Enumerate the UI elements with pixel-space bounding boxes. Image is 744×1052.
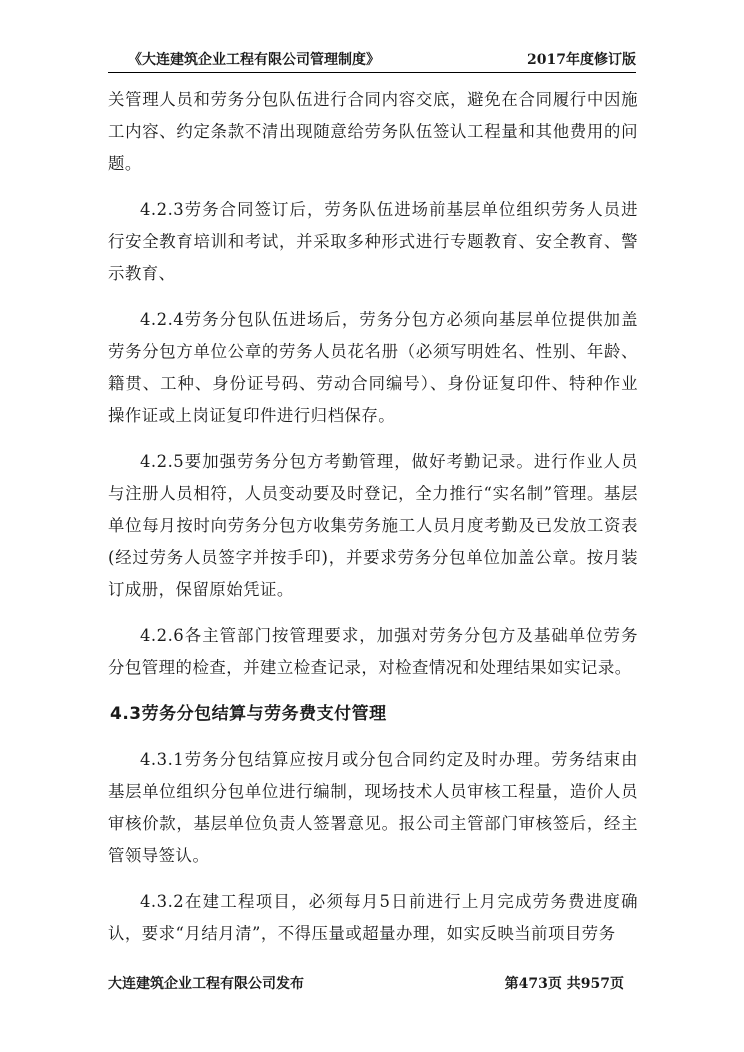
document-title: 《大连建筑企业工程有限公司管理制度》 bbox=[128, 52, 380, 68]
section-heading-4-3: 4.3劳务分包结算与劳务费支付管理 bbox=[110, 704, 387, 724]
paragraph-4-2-4: 4.2.4劳务分包队伍进场后，劳务分包方必须向基层单位提供加盖劳务分包方单位公章的劳务人员花名册（必须写明姓名、性别、年龄、籍贯、工种、身份证号码、劳动合同编号）、身份证复印件、特种作业操作证或上岗证复印件进行归档保存。 bbox=[108, 310, 638, 425]
paragraph-4-3-2: 4.3.2在建工程项目，必须每月5日前进行上月完成劳务费进度确认，要求“月结月清”，不得压量或超量办理，如实反映当前项目劳务 bbox=[108, 892, 638, 943]
paragraph-4-3-1: 4.3.1劳务分包结算应按月或分包合同约定及时办理。劳务结束由基层单位组织分包单位进行编制，现场技术人员审核工程量，造价人员审核价款，基层单位负责人签署意见。报公司主管部门审核签后，经主管领导签认。 bbox=[108, 750, 638, 865]
paragraph-4-2-5: 4.2.5要加强劳务分包方考勤管理，做好考勤记录。进行作业人员与注册人员相符，人员变动要及时登记，全力推行“实名制”管理。基层单位每月按时向劳务分包方收集劳务施工人员月度考勤及已发放工资表(经过劳务人员签字并按手印)，并要求劳务分包单位加盖公章。按月装订成册，保留原始凭证。 bbox=[108, 452, 638, 599]
page-number: 第473页 共957页 bbox=[504, 976, 624, 992]
document-body bbox=[108, 84, 638, 964]
paragraph-4-2-6: 4.2.6各主管部门按管理要求，加强对劳务分包方及基础单位劳务分包管理的检查，并建立检查记录，对检查情况和处理结果如实记录。 bbox=[108, 626, 638, 677]
edition-label: 2017年度修订版 bbox=[527, 52, 636, 68]
page-header bbox=[108, 50, 636, 73]
page-footer bbox=[108, 974, 624, 994]
publisher-label: 大连建筑企业工程有限公司发布 bbox=[108, 976, 304, 992]
paragraph-continuation: 关管理人员和劳务分包队伍进行合同内容交底，避免在合同履行中因施工内容、约定条款不清出现随意给劳务队伍签认工程量和其他费用的问题。 bbox=[108, 90, 638, 173]
paragraph-4-2-3: 4.2.3劳务合同签订后，劳务队伍进场前基层单位组织劳务人员进行安全教育培训和考试，并采取多种形式进行专题教育、安全教育、警示教育、 bbox=[108, 200, 638, 283]
